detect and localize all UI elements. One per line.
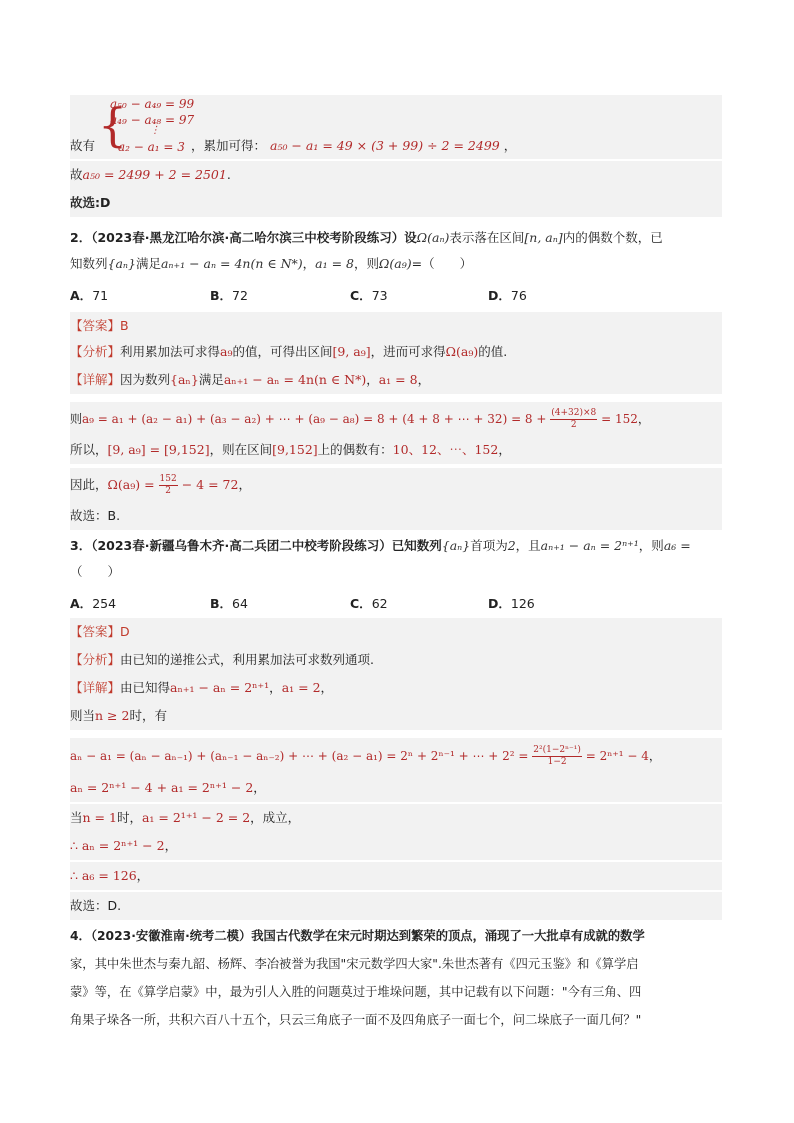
q2-stem-1: 2．（2023春·黑龙江哈尔滨·高二哈尔滨三中校考阶段练习）设Ω(aₙ)表示落在区间[n, aₙ]内的偶数个数，已 [70, 230, 663, 245]
q4-stem-2: 家，其中朱世杰与秦九韶、杨辉、李冶被誉为我国"宋元数学四大家".朱世杰著有《四元玉鉴》和《算学启 [70, 957, 639, 971]
q3-analysis: 【分析】由已知的递推公式，利用累加法可求数列通项. [70, 646, 722, 674]
fraction: $\frac{152}{2}$ [159, 474, 177, 496]
q2-step-1: 则a₉ = a₁ + (a₂ − a₁) + (a₃ − a₂) + ⋯ + (a₉ − a₈) = 8 + (4 + 8 + ⋯ + 32) = 8 + $\frac{(4+32)\times 8}{2}$ = 152， [70, 402, 722, 436]
fraction: $\frac{\text{2²(1−2ⁿ⁻¹)}}{1-2}$ [533, 745, 581, 767]
q2-step-3: 因此，Ω(a₉) = $\frac{152}{2}$ − 4 = 72， [70, 468, 722, 502]
system-row-dots: ⋮ [150, 125, 160, 136]
q2-stem-2: 知数列{aₙ}满足aₙ₊₁ − aₙ = 4n(n ∈ N*)，a₁ = 8，则Ω(a₉)=（ ） [70, 256, 473, 271]
system-row-last: a₂ − a₁ = 3 [118, 140, 185, 154]
q3-conclusion: 故选：D. [70, 892, 722, 920]
choice-line-1: 故选:D [70, 189, 722, 217]
q2-step-2: 所以，[9, a₉] = [9,152]，则在区间[9,152]上的偶数有：10、12、⋯、152， [70, 436, 722, 464]
system-row-2: a₄₉ − a₄₈ = 97 [110, 113, 195, 127]
q3-stem-1: 3．（2023春·新疆乌鲁木齐·高二兵团二中校考阶段练习）已知数列{aₙ}首项为2，且aₙ₊₁ − aₙ = 2ⁿ⁺¹，则a₆ = [70, 538, 691, 553]
sum-line: 故有 ，累加可得： a₅₀ − a₁ = 49 × (3 + 99) ÷ 2 = 2499 ， [70, 138, 517, 153]
left-brace: { [98, 98, 128, 152]
q3-answer: 【答案】D [70, 618, 722, 646]
q2-option-d: D．76 [488, 288, 527, 303]
q3-options [70, 590, 722, 618]
result-line: 故a₅₀ = 2499 + 2 = 2501. [70, 161, 722, 189]
q2-conclusion: 故选：B. [70, 502, 722, 530]
q3-step-2: aₙ − a₁ = (aₙ − aₙ₋₁) + (aₙ₋₁ − aₙ₋₂) + ⋯ + (a₂ − a₁) = 2ⁿ + 2ⁿ⁻¹ + ⋯ + 2² = $\frac{\text{2²(1−2ⁿ⁻¹)}}{1-2}$ = 2ⁿ⁺¹ − 4， [70, 738, 722, 774]
q4-stem-3: 蒙》等，在《算学启蒙》中，最为引人入胜的问题莫过于堆垛问题，其中记载有以下问题："今有三角、四 [70, 985, 642, 999]
q3-step-4: 当n = 1时，a₁ = 2¹⁺¹ − 2 = 2，成立， [70, 804, 722, 832]
q3-step-3: aₙ = 2ⁿ⁺¹ − 4 + a₁ = 2ⁿ⁺¹ − 2， [70, 774, 722, 802]
q3-option-a: A．254 [70, 596, 117, 611]
q2-analysis: 【分析】利用累加法可求得a₉的值，可得出区间[9, a₉]，进而可求得Ω(a₉)的值. [70, 338, 722, 366]
q3-option-b: B．64 [210, 596, 248, 611]
q3-step-5: ∴ aₙ = 2ⁿ⁺¹ − 2， [70, 832, 722, 860]
q2-answer: 【答案】B [70, 312, 722, 340]
q3-option-c: C．62 [350, 596, 388, 611]
q4-stem-4: 角果子垛各一所，共积六百八十五个，只云三角底子一面不及四角底子一面七个，问二垛底子一面几何？" [70, 1013, 642, 1027]
fraction: $\frac{(4+32)\times 8}{2}$ [551, 408, 597, 430]
system-row-1: a₅₀ − a₄₉ = 99 [110, 97, 195, 111]
q2-option-a: A．71 [70, 288, 109, 303]
q2-detail: 【详解】因为数列{aₙ}满足aₙ₊₁ − aₙ = 4n(n ∈ N*)，a₁ = 8， [70, 366, 722, 394]
q2-option-b: B．72 [210, 288, 248, 303]
q3-step-6: ∴ a₆ = 126， [70, 862, 722, 890]
q3-option-d: D．126 [488, 596, 535, 611]
q3-stem-2: （ ） [70, 564, 121, 579]
q2-options [70, 282, 722, 310]
q4-stem-1: 4．（2023·安徽淮南·统考二模）我国古代数学在宋元时期达到繁荣的顶点，涌现了一大批卓有成就的数学 [70, 929, 645, 943]
q3-detail: 【详解】由已知得aₙ₊₁ − aₙ = 2ⁿ⁺¹，a₁ = 2， [70, 674, 722, 702]
q2-option-c: C．73 [350, 288, 388, 303]
q3-step-1: 则当n ≥ 2时，有 [70, 702, 722, 730]
